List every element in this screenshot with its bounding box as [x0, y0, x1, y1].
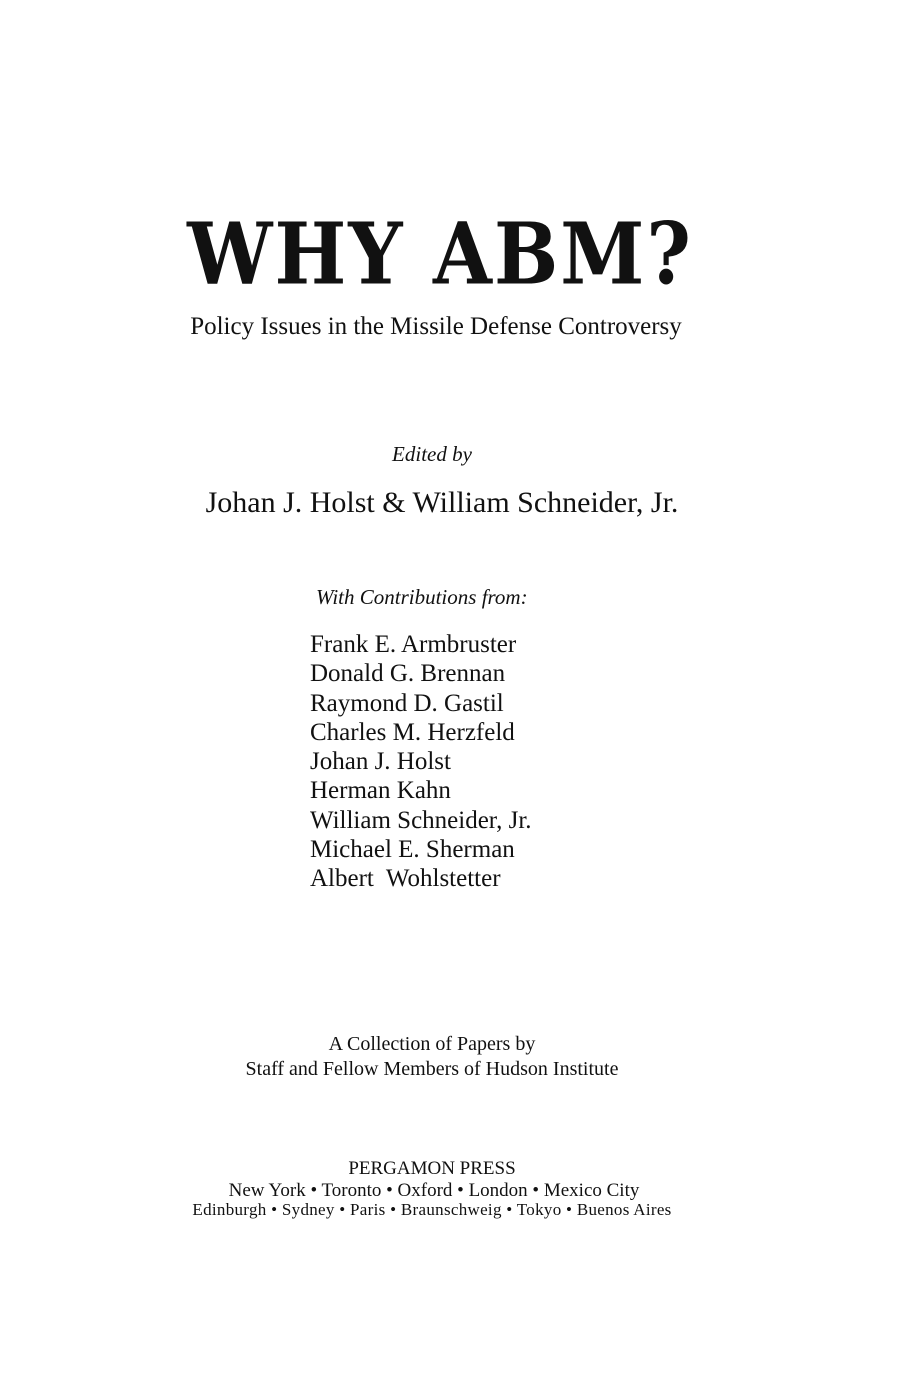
contributor-name: Albert Wohlstetter [310, 865, 501, 893]
contributor-name: Donald G. Brennan [310, 660, 506, 688]
editors-names: Johan J. Holst & William Schneider, Jr. [205, 486, 679, 519]
collection-line-2: Staff and Fellow Members of Hudson Institute [245, 1058, 619, 1080]
publisher-cities-line-1: New York • Toronto • Oxford • London • Mexico City [228, 1180, 640, 1201]
contributors-list [310, 630, 532, 894]
contributor-name: Frank E. Armbruster [310, 631, 517, 658]
collection-line-1: A Collection of Papers by [328, 1033, 536, 1055]
contributions-heading: With Contributions from: [316, 585, 528, 609]
book-title: WHY ABM? [187, 204, 693, 304]
publisher-name: PERGAMON PRESS [348, 1158, 516, 1179]
contributor-name: William Schneider, Jr. [310, 806, 532, 834]
contributor-name: Raymond D. Gastil [310, 689, 504, 717]
contributor-name: Michael E. Sherman [310, 836, 515, 864]
book-subtitle: Policy Issues in the Missile Defense Controversy [190, 313, 682, 340]
contributor-name: Herman Kahn [310, 777, 451, 805]
contributor-name: Johan J. Holst [310, 748, 451, 776]
edited-by-label: Edited by [392, 442, 472, 466]
collection-note [0, 1032, 864, 1082]
contributor-name: Charles M. Herzfeld [310, 718, 515, 746]
publisher-cities-line-2: Edinburgh • Sydney • Paris • Braunschweig • Tokyo • Buenos Aires [192, 1200, 672, 1219]
